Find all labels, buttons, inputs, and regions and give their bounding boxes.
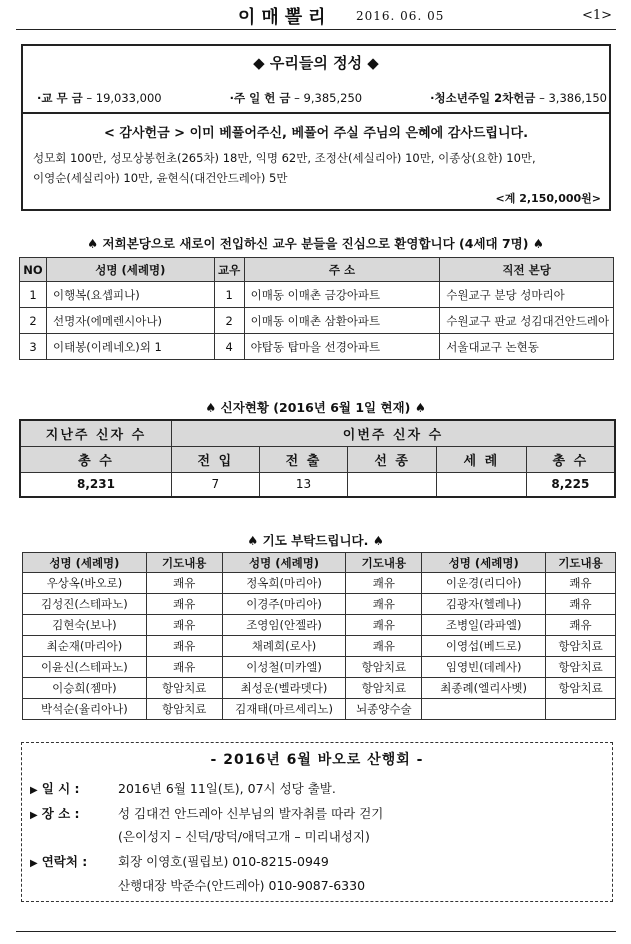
table-cell: 쾌유 — [146, 636, 222, 657]
table-cell: 쾌유 — [346, 573, 422, 594]
table-cell: 1 — [214, 282, 244, 308]
table-cell: 김광자(헬레나) — [422, 594, 546, 615]
table-row — [23, 615, 616, 636]
table-cell: 쾌유 — [346, 615, 422, 636]
pilgrimage-title: - 2016년 6월 바오로 산행회 - — [210, 752, 424, 768]
last-week-header: 지난주 신자 수 — [20, 420, 172, 446]
thanks-heading: < 감사헌금 > 이미 베풀어주신, 베풀어 주실 주님의 은혜에 감사드립니다. — [103, 126, 529, 141]
pilgrimage-date-value: 2016년 6월 11일(토), 07시 성당 출발. — [118, 781, 336, 796]
table-cell: 쾌유 — [146, 615, 222, 636]
thanks-line: 성모회 100만, 성모상봉헌초(265차) 18만, 익명 62만, 조정산(세실리아) 10만, 이종상(요한) 10만, — [33, 151, 536, 165]
table-cell: 박석순(율리아나) — [23, 699, 147, 720]
column-header: 기도내용 — [346, 553, 422, 573]
footer-divider — [16, 931, 616, 932]
offering-label: ·주 일 헌 금 — [229, 91, 291, 105]
newcomers-title: ♠ 저희본당으로 새로이 전입하신 교우 분들을 진심으로 환영합니다 (4세대 7명) ♠ — [86, 236, 544, 251]
table-cell: 최성운(벨라뎃다) — [222, 678, 346, 699]
label-text: 일 시 : — [41, 781, 80, 796]
table-row — [23, 636, 616, 657]
table-row — [20, 472, 615, 497]
column-header: 선 종 — [348, 446, 437, 472]
table-cell: 쾌유 — [146, 657, 222, 678]
table-cell: 최순재(마리아) — [23, 636, 147, 657]
column-header: 전 출 — [259, 446, 348, 472]
table-cell: 4 — [214, 334, 244, 360]
table-cell: 이성철(미카엘) — [222, 657, 346, 678]
pilgrimage-place-row — [30, 804, 114, 822]
column-header: 성명 (세례명) — [222, 553, 346, 573]
table-cell: 뇌종양수술 — [346, 699, 422, 720]
table-cell: 2 — [20, 308, 47, 334]
table-cell: 이운경(리디아) — [422, 573, 546, 594]
table-cell: 우상옥(바오로) — [23, 573, 147, 594]
table-cell: 최종례(엘리사벳) — [422, 678, 546, 699]
believers-title: ♠ 신자현황 (2016년 6월 1일 현재) ♠ — [205, 400, 426, 415]
column-header: 전 입 — [172, 446, 260, 472]
pilgrimage-contact-1: 회장 이영호(필립보) 010-8215-0949 — [118, 854, 329, 869]
column-header: 성명 (세례명) — [46, 258, 214, 282]
pilgrimage-contact-label — [30, 852, 114, 870]
pilgrimage-place-value: 성 김대건 안드레아 신부님의 발자취를 따라 걷기 — [118, 806, 384, 821]
table-cell: 채례희(로사) — [222, 636, 346, 657]
offering-item — [230, 90, 362, 106]
offerings-box — [21, 44, 611, 211]
table-cell: 쾌유 — [346, 594, 422, 615]
column-header: 직전 본당 — [440, 258, 614, 282]
label-text: 장 소 : — [41, 806, 80, 821]
table-row — [23, 657, 616, 678]
table-row — [23, 573, 616, 594]
table-cell: 13 — [259, 472, 348, 497]
table-cell — [546, 699, 616, 720]
table-cell: 이경주(마리아) — [222, 594, 346, 615]
triangle-bullet-icon: ▶ — [30, 810, 38, 821]
triangle-bullet-icon: ▶ — [30, 858, 38, 869]
table-cell: 조병일(라파엘) — [422, 615, 546, 636]
table-cell: 이매동 이매촌 금강아파트 — [244, 282, 440, 308]
offering-value: – 19,033,000 — [86, 91, 162, 105]
table-row — [23, 678, 616, 699]
thanks-total: <계 2,150,000원> — [495, 192, 601, 205]
table-cell — [422, 699, 546, 720]
table-cell: 7 — [172, 472, 260, 497]
column-header: 성명 (세례명) — [422, 553, 546, 573]
offerings-list — [37, 90, 607, 106]
table-cell: 쾌유 — [546, 594, 616, 615]
table-cell: 서울대교구 논현동 — [440, 334, 614, 360]
pilgrimage-contact-2: 산행대장 박준수(안드레아) 010-9087-6330 — [118, 878, 366, 893]
table-cell: 항암치료 — [346, 657, 422, 678]
table-row — [20, 282, 614, 308]
table-cell: 항암치료 — [146, 699, 222, 720]
table-cell: 김현숙(보나) — [23, 615, 147, 636]
table-cell: 임영빈(데레사) — [422, 657, 546, 678]
pilgrimage-date-row — [30, 779, 114, 797]
triangle-bullet-icon: ▶ — [30, 785, 38, 796]
table-cell: 이영섭(베드로) — [422, 636, 546, 657]
table-cell: 이매동 이매촌 삼환아파트 — [244, 308, 440, 334]
table-cell: 8,225 — [526, 472, 615, 497]
table-cell: 항암치료 — [346, 678, 422, 699]
table-cell: 항암치료 — [546, 636, 616, 657]
table-row — [20, 334, 614, 360]
pilgrimage-place-label — [30, 804, 114, 822]
table-cell: 항암치료 — [546, 657, 616, 678]
pilgrimage-box — [21, 742, 613, 902]
offering-item — [37, 90, 162, 106]
table-cell: 3 — [20, 334, 47, 360]
table-cell — [437, 472, 527, 497]
offerings-title: ◆ 우리들의 정성 ◆ — [253, 54, 379, 72]
offering-label: ·교 무 금 — [37, 91, 83, 105]
pilgrimage-date-label — [30, 779, 114, 797]
thanks-body — [33, 148, 603, 188]
table-cell: 야탑동 탑마을 선경아파트 — [244, 334, 440, 360]
offering-value: – 9,385,250 — [294, 91, 363, 105]
column-header: 성명 (세례명) — [23, 553, 147, 573]
table-cell: 1 — [20, 282, 47, 308]
column-header: 총 수 — [20, 446, 172, 472]
column-header: 세 례 — [437, 446, 527, 472]
table-cell: 조영임(안젤라) — [222, 615, 346, 636]
column-header: 기도내용 — [546, 553, 616, 573]
column-header: 교우 — [214, 258, 244, 282]
bulletin-date: 2016. 06. 05 — [356, 9, 445, 23]
table-cell: 수원교구 판교 성김대건안드레아 — [440, 308, 614, 334]
table-cell: 항암치료 — [146, 678, 222, 699]
bulletin-title: 이매뽈리 — [238, 7, 332, 28]
table-header-row — [23, 553, 616, 573]
column-header: NO — [20, 258, 47, 282]
table-header-row — [20, 420, 615, 446]
table-cell: 쾌유 — [146, 594, 222, 615]
table-cell: 수원교구 분당 성마리아 — [440, 282, 614, 308]
bulletin-header — [16, 0, 616, 30]
table-cell: 2 — [214, 308, 244, 334]
table-cell: 이승희(젬마) — [23, 678, 147, 699]
offerings-summary — [23, 46, 609, 114]
page-number: <1> — [581, 8, 612, 23]
table-cell: 이행복(요셉피나) — [46, 282, 214, 308]
newcomers-table — [19, 257, 614, 360]
table-cell — [348, 472, 437, 497]
table-cell: 항암치료 — [546, 678, 616, 699]
column-header: 기도내용 — [146, 553, 222, 573]
table-cell: 정옥희(마리아) — [222, 573, 346, 594]
table-subheader-row — [20, 446, 615, 472]
table-row — [23, 594, 616, 615]
column-header: 주 소 — [244, 258, 440, 282]
table-cell: 쾌유 — [346, 636, 422, 657]
believers-table — [19, 419, 616, 498]
table-cell: 선명자(에메렌시아나) — [46, 308, 214, 334]
table-cell: 쾌유 — [146, 573, 222, 594]
table-cell: 8,231 — [20, 472, 172, 497]
table-row — [23, 699, 616, 720]
thanks-line: 이영순(세실리아) 10만, 윤현식(대건안드레아) 5만 — [33, 171, 288, 185]
offering-value: – 3,386,150 — [539, 91, 607, 105]
table-cell: 쾌유 — [546, 573, 616, 594]
table-cell: 이태봉(이레네오)외 1 — [46, 334, 214, 360]
label-text: 연락처 : — [41, 854, 88, 869]
table-cell: 이윤신(스테파노) — [23, 657, 147, 678]
offering-item — [430, 90, 607, 106]
prayer-title: ♠ 기도 부탁드립니다. ♠ — [247, 533, 384, 548]
offering-label: ·청소년주일 2차헌금 — [430, 91, 536, 105]
table-cell: 김성진(스테파노) — [23, 594, 147, 615]
table-row — [20, 308, 614, 334]
table-cell: 쾌유 — [546, 615, 616, 636]
pilgrimage-route: (은이성지 – 신덕/망덕/애덕고개 – 미리내성지) — [118, 829, 370, 844]
this-week-header: 이번주 신자 수 — [172, 420, 616, 446]
pilgrimage-contact-row — [30, 852, 114, 870]
table-header-row — [20, 258, 614, 282]
prayer-table — [22, 552, 616, 720]
column-header: 총 수 — [526, 446, 615, 472]
table-cell: 김재태(마르세리노) — [222, 699, 346, 720]
